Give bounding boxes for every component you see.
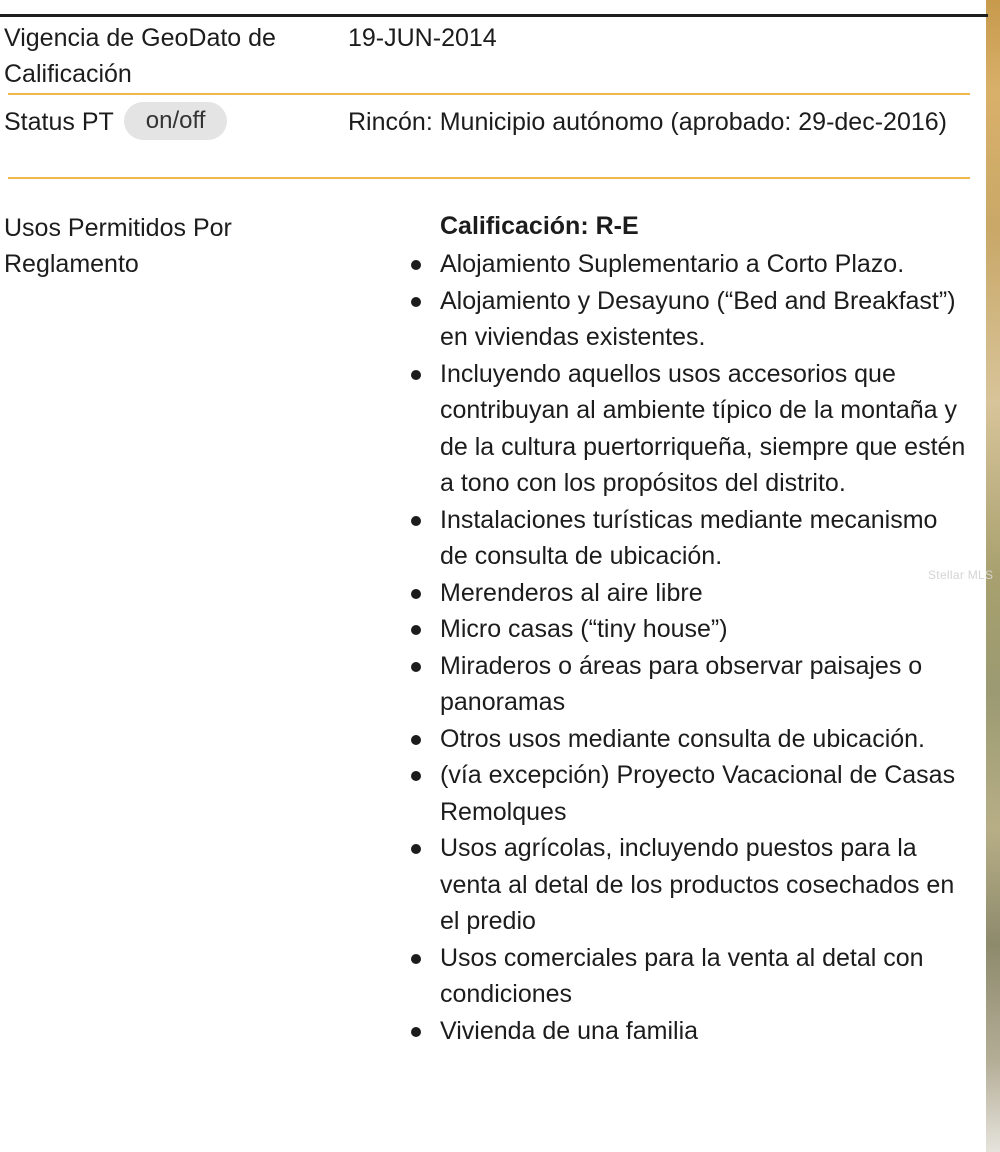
list-item: Alojamiento y Desayuno (“Bed and Breakfast”) en viviendas existentes.	[440, 283, 970, 356]
status-label-group	[4, 104, 227, 142]
list-item: Miraderos o áreas para observar paisajes o panoramas	[440, 648, 970, 721]
list-item: Alojamiento Suplementario a Corto Plazo.	[440, 246, 970, 283]
row-separator	[8, 93, 970, 95]
list-item: (vía excepción) Proyecto Vacacional de Casas Remolques	[440, 757, 970, 830]
watermark: Stellar MLS	[928, 568, 994, 582]
list-item: Merenderos al aire libre	[440, 575, 970, 612]
on-off-toggle[interactable]: on/off	[124, 102, 228, 140]
vigencia-value: 19-JUN-2014	[348, 24, 497, 52]
top-divider	[0, 14, 988, 17]
vigencia-label: Vigencia de GeoDato de Calificación	[4, 24, 276, 88]
usos-label: Usos Permitidos Por Reglamento	[4, 214, 232, 278]
list-item: Usos agrícolas, incluyendo puestos para la venta al detal de los productos cosechados en el predio	[440, 830, 970, 940]
list-item: Instalaciones turísticas mediante mecanismo de consulta de ubicación.	[440, 502, 970, 575]
usos-list	[440, 246, 970, 1049]
list-item: Otros usos mediante consulta de ubicación.	[440, 721, 970, 758]
status-label: Status PT	[4, 108, 114, 136]
calificacion-title: Calificación: R-E	[440, 212, 639, 240]
list-item: Incluyendo aquellos usos accesorios que contribuyan al ambiente típico de la montaña y de la cultura puertorriqueña, siempre que estén a tono con los propósitos del distrito.	[440, 356, 970, 502]
status-value: Rincón: Municipio autónomo (aprobado: 29-dec-2016)	[348, 108, 947, 136]
list-item: Vivienda de una familia	[440, 1013, 970, 1050]
list-item: Usos comerciales para la venta al detal con condiciones	[440, 940, 970, 1013]
row-separator	[8, 177, 970, 179]
list-item: Micro casas (“tiny house”)	[440, 611, 970, 648]
